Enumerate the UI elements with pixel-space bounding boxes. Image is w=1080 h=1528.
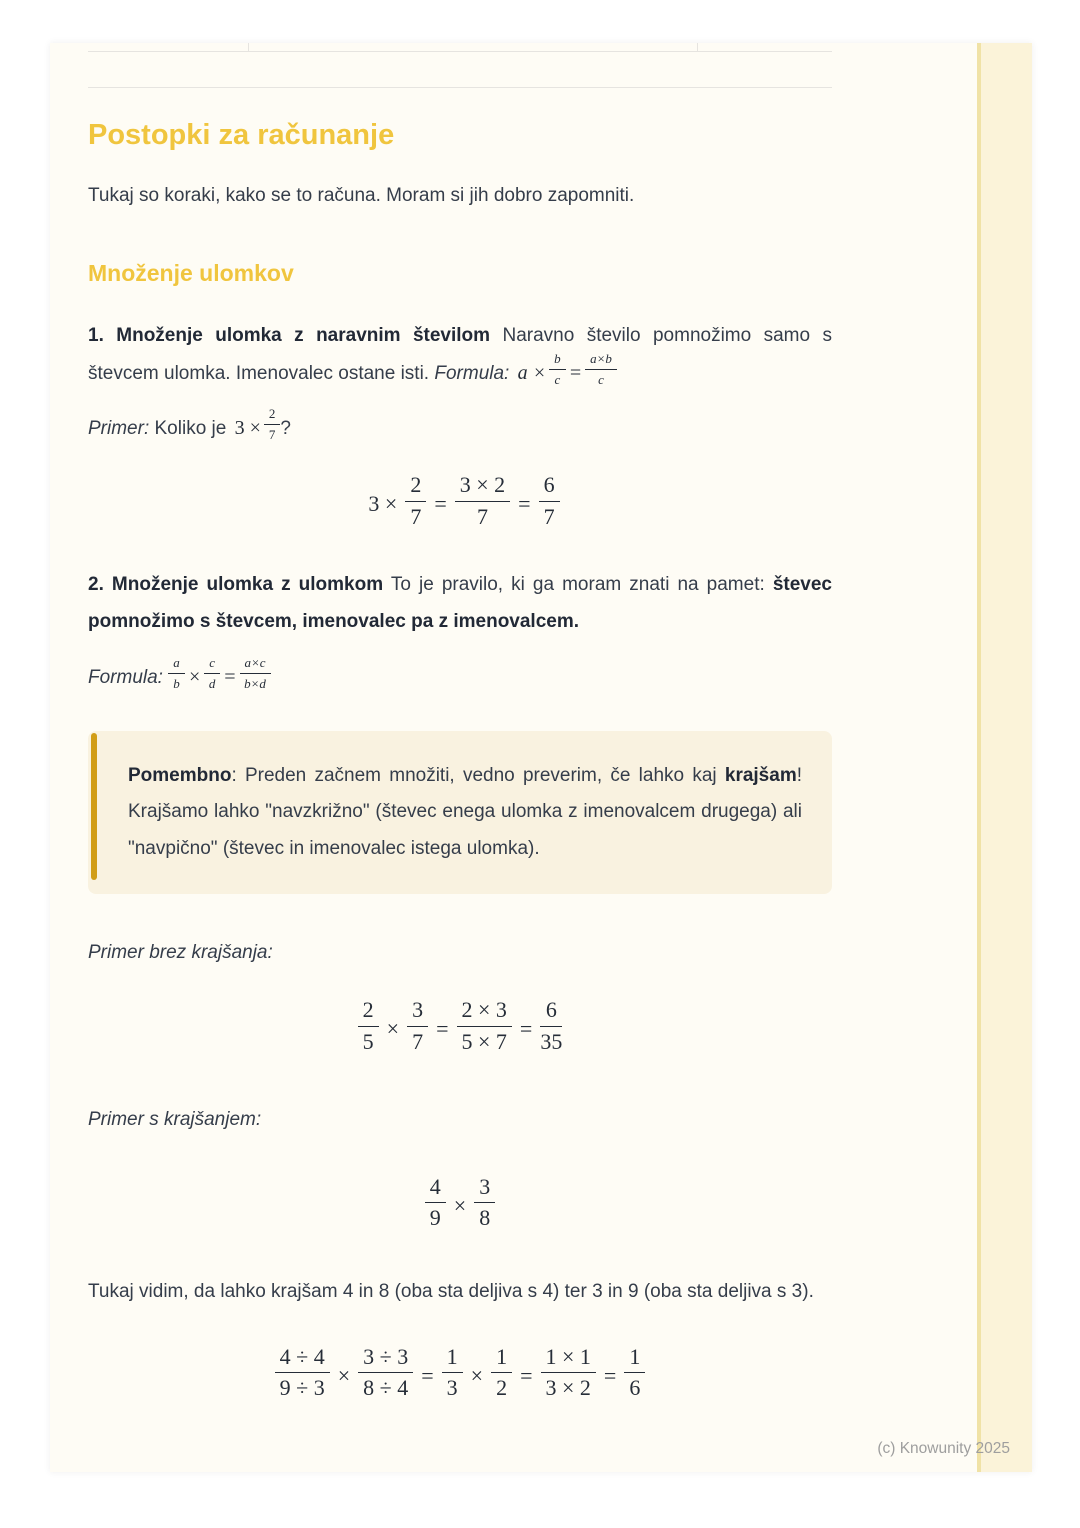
fraction: $\frac{c}{d}$ — [204, 656, 220, 692]
point1-bold: 1. Množenje ulomka z naravnim številom — [88, 325, 491, 347]
point2-bold: 2. Množenje ulomka z ulomkom — [88, 573, 384, 595]
fraction: $\frac{2}{7}$ — [264, 407, 281, 443]
display-equation-2 — [88, 997, 832, 1056]
fraction: $\frac{2 \times 3}{5 \times 7}$ — [457, 998, 512, 1053]
fraction: $\frac{3}{7}$ — [407, 998, 428, 1053]
fraction: $\frac{1 \times 1}{3 \times 2}$ — [541, 1345, 596, 1400]
math-token: × — [453, 1192, 467, 1218]
table-column-divider — [697, 43, 698, 51]
fraction: $\frac{6}{35}$ — [540, 997, 563, 1054]
fraction: $\frac{1}{6}$ — [624, 1345, 645, 1400]
intro-paragraph: Tukaj so koraki, kako se to računa. Moram si jih dobro zapomniti. — [88, 184, 635, 206]
inline-formula — [515, 351, 617, 388]
fraction: $\frac{6}{7}$ — [539, 473, 560, 528]
fraction: $\frac{a\times c}{b\times d}$ — [240, 656, 271, 692]
primer1-suffix: ? — [280, 418, 291, 440]
point2-text: To je pravilo, ki ga moram znati na pamet: — [383, 573, 773, 595]
formula-label: Formula: — [434, 363, 515, 385]
math-token: = — [603, 1362, 617, 1388]
display-equation-1 — [88, 472, 832, 531]
fraction: $\frac{3}{8}$ — [474, 1175, 495, 1230]
math-token: × — [337, 1362, 351, 1388]
fraction: $\frac{1}{2}$ — [491, 1345, 512, 1400]
fraction: $\frac{a}{b}$ — [168, 656, 185, 692]
math-token: a × — [517, 362, 547, 385]
primer-brez-label: Primer brez krajšanja: — [88, 942, 273, 964]
math-token: × — [386, 1016, 400, 1042]
callout-bold2: krajšam — [724, 764, 797, 786]
math-token: 3 × — [368, 491, 398, 517]
callout-bold1: Pomembno — [128, 764, 232, 786]
page-accent-stripe — [977, 43, 1032, 1472]
callout-text1: : Preden začnem množiti, vedno preverim, če lahko kaj — [231, 764, 725, 786]
fraction: $\frac{4 \div 4}{9 \div 3}$ — [275, 1345, 330, 1400]
math-token: = — [421, 1362, 434, 1388]
page-content — [88, 43, 832, 1404]
math-token: × — [187, 665, 202, 688]
point1-paragraph — [88, 317, 832, 393]
formula2-paragraph — [88, 654, 832, 697]
point1-text: Naravno število pomnožimo samo s števcem ulomka. Imenovalec ostane isti. — [88, 325, 832, 385]
fraction: $\frac{3 \times 2}{7}$ — [455, 473, 510, 528]
horizontal-rule — [88, 87, 832, 88]
primer1-text: Koliko je — [149, 418, 232, 440]
fraction: $\frac{b}{c}$ — [549, 352, 566, 388]
primer-s-label: Primer s krajšanjem: — [88, 1108, 262, 1130]
table-bottom-remnant — [88, 43, 832, 52]
fraction: $\frac{a\times b}{c}$ — [585, 352, 617, 388]
table-column-divider — [248, 43, 249, 51]
point2-paragraph — [88, 566, 832, 640]
math-token: 3 × — [234, 417, 261, 440]
math-token: = — [436, 1016, 449, 1042]
tukaj-paragraph: Tukaj vidim, da lahko krajšam 4 in 8 (oba sta deljiva s 4) ter 3 in 9 (oba sta deljiva s 3). — [88, 1281, 814, 1303]
math-token: = — [223, 665, 237, 688]
page-title: Postopki za računanje — [88, 119, 395, 151]
primer1-paragraph — [88, 406, 832, 448]
fraction: $\frac{2}{7}$ — [405, 473, 426, 528]
math-token: = — [519, 1016, 533, 1042]
math-token: = — [568, 362, 583, 385]
callout-text2: ! Krajšamo lahko "navzkrižno" (števec enega ulomka z imenovalcem drugega) ali "navpično" (števec in imenovalec istega ulomka). — [128, 764, 802, 859]
inline-math — [232, 406, 281, 443]
math-token: = — [518, 491, 531, 517]
point2-bold2: števec pomnožimo s števcem, imenovalec pa z imenovalcem. — [88, 573, 832, 632]
inline-formula — [168, 654, 270, 691]
copyright-watermark: (c) Knowunity 2025 — [877, 1440, 1010, 1457]
display-equation-4 — [88, 1344, 832, 1403]
math-token: = — [434, 491, 447, 517]
section-heading: Množenje ulomkov — [88, 259, 294, 286]
primer-label: Primer: — [88, 418, 150, 440]
fraction: $\frac{4}{9}$ — [425, 1175, 446, 1230]
callout-accent-bar — [91, 733, 97, 880]
formula2-label: Formula: — [88, 666, 169, 688]
math-token: = — [520, 1362, 533, 1388]
fraction: $\frac{1}{3}$ — [442, 1345, 463, 1400]
document-page — [50, 43, 1032, 1472]
display-equation-3 — [88, 1173, 832, 1233]
fraction: $\frac{2}{5}$ — [358, 998, 379, 1053]
callout-paragraph — [128, 758, 802, 867]
fraction: $\frac{3 \div 3}{8 \div 4}$ — [358, 1345, 413, 1400]
math-token: × — [470, 1362, 484, 1388]
important-callout — [88, 731, 832, 894]
